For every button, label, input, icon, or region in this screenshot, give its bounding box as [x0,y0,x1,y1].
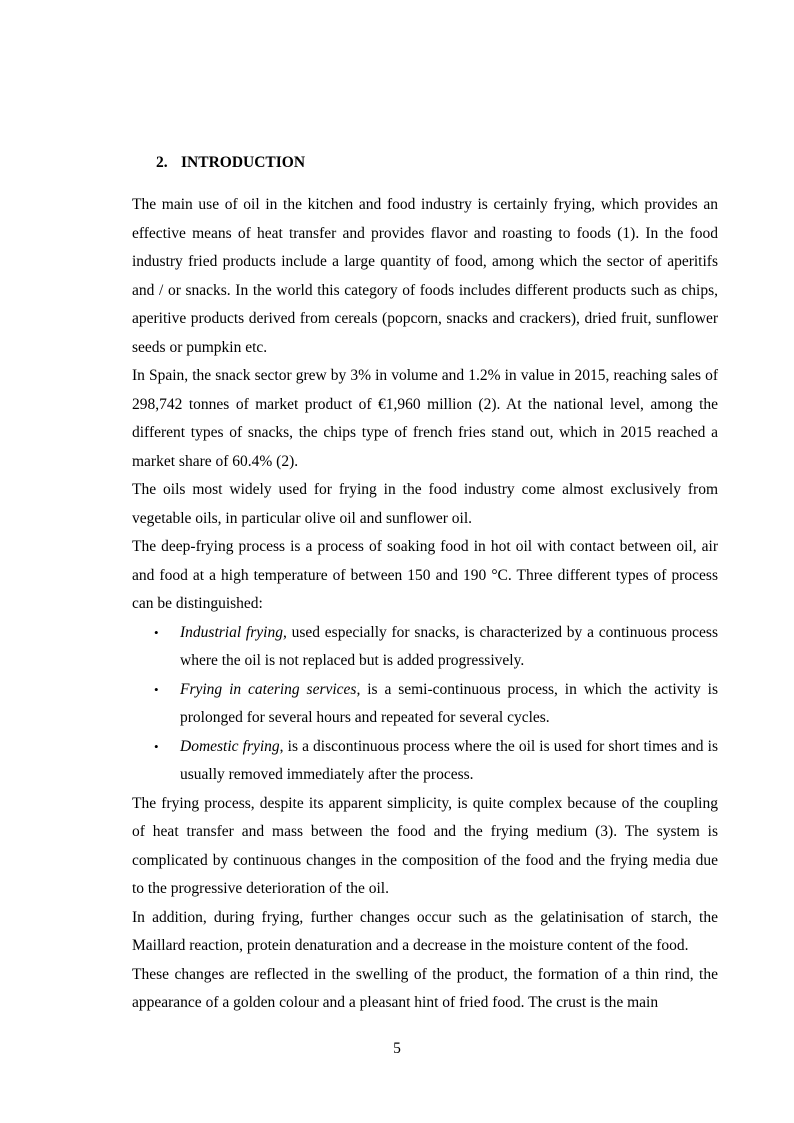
list-item-term: Frying in catering services, [180,680,361,698]
list-item-text: , used especially for snacks, is characterized by a continuous process where the oil is not replaced but is added progressively. [180,623,719,669]
paragraph-frying-complexity: The frying process, despite its apparent simplicity, is quite complex because of the coupling of heat transfer and mass between the food and the frying medium (3). The system is complicated by continuous changes in the composition of the food and the frying media due to the progressive deterioration of the oil. [132,794,718,897]
page-number: 5 [393,1040,401,1057]
frying-types-list [132,619,718,790]
list-item-domestic-frying [132,733,718,790]
list-item-text: , is a discontinuous process where the oil is used for short times and is usually removed immediately after the process. [180,737,718,783]
paragraph-deep-frying-process: The deep-frying process is a process of soaking food in hot oil with contact between oil, air and food at a high temperature of between 150 and 190 °C. Three different types of process can be distinguished: [132,538,718,612]
section-heading [156,154,305,172]
paragraph-frying-changes: In addition, during frying, further changes occur such as the gelatinisation of starch, the Maillard reaction, protein denaturation and a decrease in the moisture content of the food. [132,908,718,954]
section-title: INTRODUCTION [181,154,306,171]
paragraph-frying-overview: The main use of oil in the kitchen and food industry is certainly frying, which provides an effective means of heat transfer and provides flavor and roasting to foods (1). In the food industry fried products include a large quantity of food, among which the sector of aperitifs and / or snacks. In the world this category of foods includes different products such as chips, aperitive products derived from cereals (popcorn, snacks and crackers), dried fruit, sunflower seeds or pumpkin etc. [132,196,718,356]
section-body [132,191,718,1018]
list-item-term: Domestic frying [180,737,280,755]
paragraph-product-appearance: These changes are reflected in the swelling of the product, the formation of a thin rind, the appearance of a golden colour and a pleasant hint of fried food. The crust is the main [132,965,718,1011]
list-item-text: is a semi-continuous process, in which the activity is prolonged for several hours and repeated for several cycles. [180,680,718,726]
bullet-icon: • [154,681,159,697]
list-item-catering-frying [132,676,718,733]
bullet-icon: • [154,738,159,754]
bullet-icon: • [154,624,159,640]
list-item-industrial-frying [132,619,718,676]
section-number: 2. [156,154,168,171]
list-item-term: Industrial frying [180,623,283,641]
paragraph-frying-oils: The oils most widely used for frying in the food industry come almost exclusively from vegetable oils, in particular olive oil and sunflower oil. [132,481,718,527]
paragraph-spain-snack-market: In Spain, the snack sector grew by 3% in volume and 1.2% in value in 2015, reaching sales of 298,742 tonnes of market product of €1,960 million (2). At the national level, among the different types of snacks, the chips type of french fries stand out, which in 2015 reached a market share of 60.4% (2). [132,367,718,470]
